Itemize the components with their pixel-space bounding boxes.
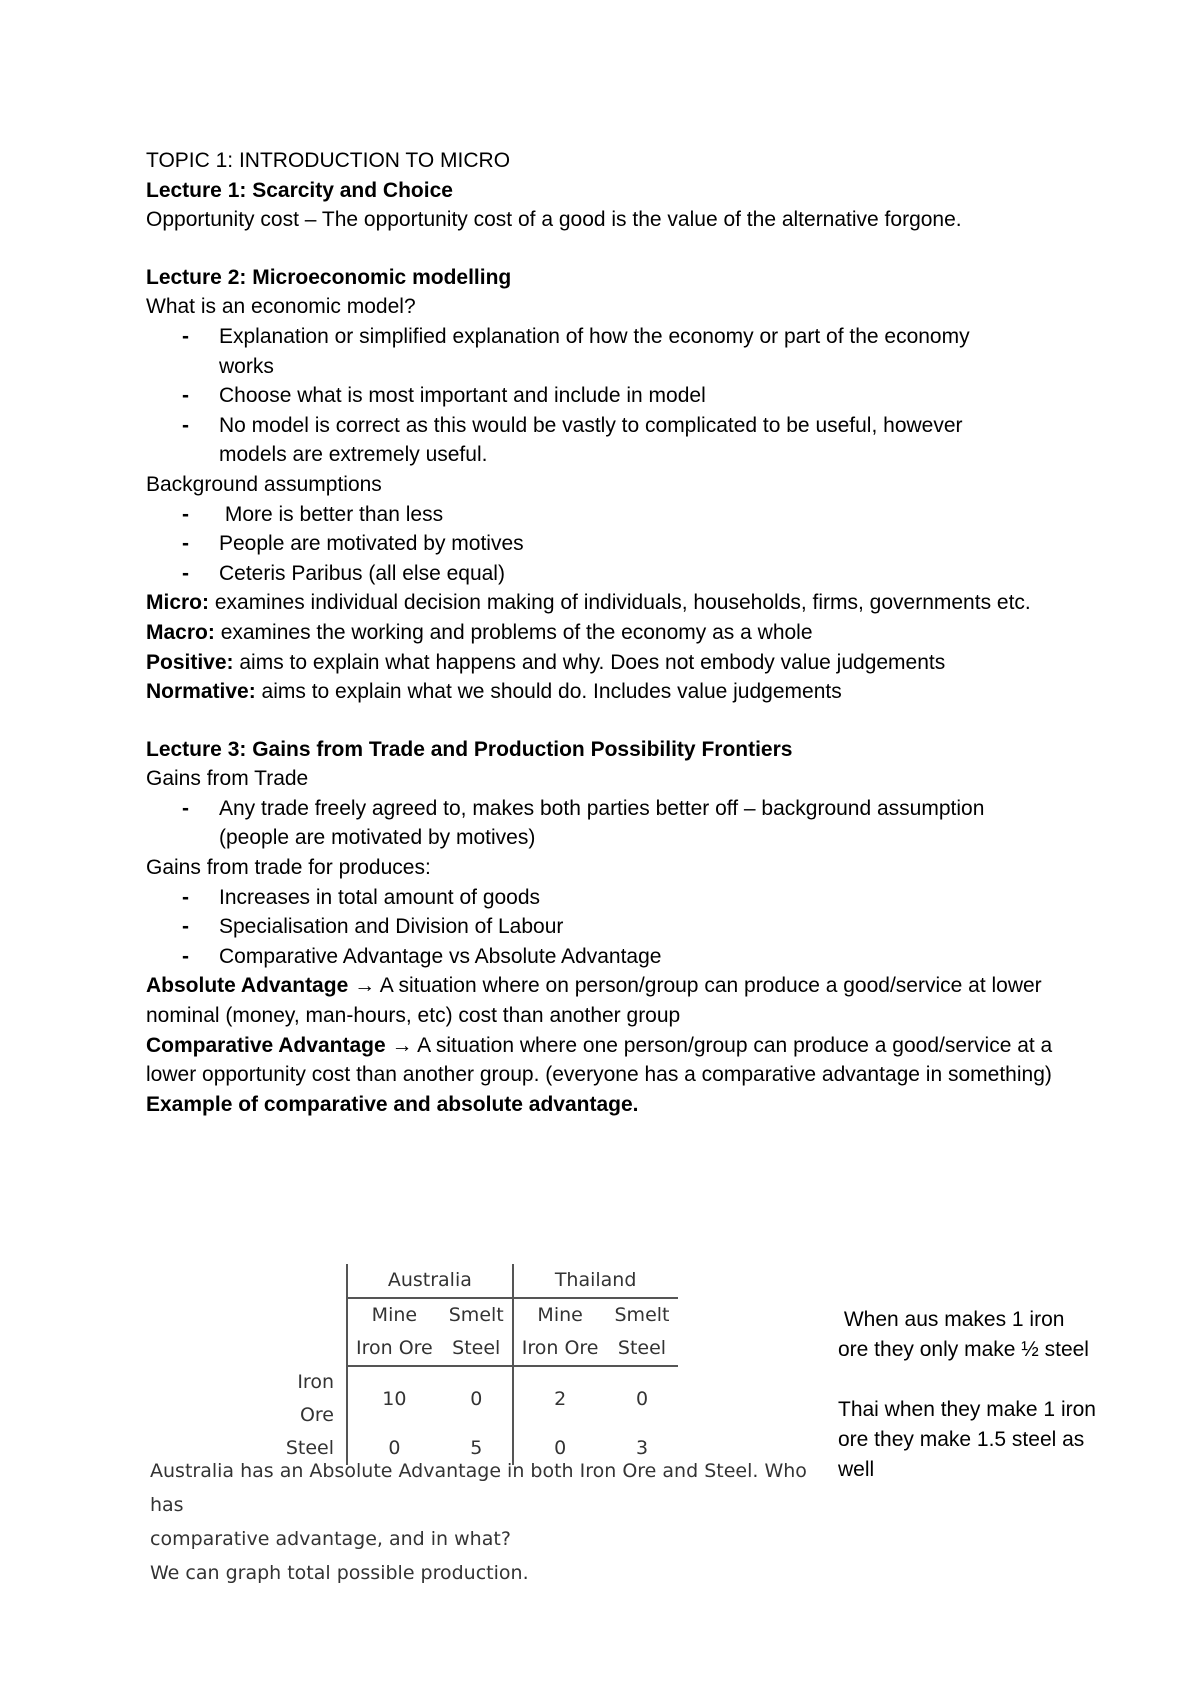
list-item: - Choose what is most important and include in model [146,381,1076,411]
definition-macro: Macro: examines the working and problems of the economy as a whole [146,620,813,644]
model-question: What is an economic model? [146,295,416,319]
lecture1-heading: Lecture 1: Scarcity and Choice [146,178,453,202]
country-header-thailand: Thailand [513,1264,678,1298]
list-item: - More is better than less [146,500,1076,530]
production-table-figure [150,1264,820,1584]
figure-caption [150,1454,830,1590]
production-table [262,1264,678,1465]
table-cell: 5 [470,1437,483,1459]
side-note [838,1305,1098,1485]
example-heading: Example of comparative and absolute advantage. [146,1092,639,1116]
assumptions-heading: Background assumptions [146,472,382,496]
column-header: Smelt [448,1304,504,1326]
list-item: - People are motivated by motives [146,529,1076,559]
list-item: - Comparative Advantage vs Absolute Advantage [146,942,1076,972]
column-header: Steel [441,1332,513,1366]
list-item: - Increases in total amount of goods [146,883,1076,913]
list-item: - Any trade freely agreed to, makes both parties better off – background assumption (people are motivated by motives) [146,794,1049,853]
lecture1-text: Opportunity cost – The opportunity cost of a good is the value of the alternative forgone. [146,208,962,232]
assumptions-list [146,500,1076,589]
table-row [262,1366,678,1432]
producers-list [146,883,1076,972]
country-header-australia: Australia [347,1264,513,1298]
column-header: Iron Ore [347,1332,441,1366]
comparative-advantage-definition: Comparative Advantage → A situation where one person/group can produce a good/service at a lower opportunity cost than another group. (everyone has a comparative advantage in something) [146,1033,1053,1087]
absolute-advantage-definition: Absolute Advantage → A situation where on person/group can produce a good/service at lower nominal (money, man-hours, etc) cost than another group [146,974,1042,1028]
side-note-paragraph: When aus makes 1 iron ore they only make ½ steel [838,1308,1089,1361]
producers-heading: Gains from trade for produces: [146,856,431,880]
gains-heading: Gains from Trade [146,767,309,791]
column-header: Iron Ore [513,1332,607,1366]
list-item: - Ceteris Paribus (all else equal) [146,559,1076,589]
column-header: Mine [347,1298,441,1332]
side-note-paragraph: Thai when they make 1 iron ore they make 1.5 steel as well [838,1398,1096,1481]
column-header: Steel [607,1332,678,1366]
caption-line: Australia has an Absolute Advantage in both Iron Ore and Steel. Who has [150,1460,807,1516]
definition-normative: Normative: aims to explain what we should do. Includes value judgements [146,680,842,704]
list-item: - Explanation or simplified explanation of how the economy or part of the economy works [146,322,1019,381]
row-label: Iron Ore [297,1371,334,1426]
caption-line: comparative advantage, and in what? [150,1528,511,1550]
model-bullet-list [146,322,1076,470]
list-item: - Specialisation and Division of Labour [146,912,1076,942]
caption-line: We can graph total possible production. [150,1562,529,1584]
table-cell: 0 [635,1388,649,1410]
table-cell: 3 [635,1437,649,1459]
topic-title: TOPIC 1: INTRODUCTION TO MICRO [146,149,511,172]
document-body [146,146,1076,1119]
row-label: Steel [285,1437,334,1459]
gains-list [146,794,1076,853]
column-header: Smelt [614,1304,670,1326]
definition-micro: Micro: examines individual decision making of individuals, households, firms, governments etc. [146,591,1031,615]
list-item: - No model is correct as this would be vastly to complicated to be useful, however models are extremely useful. [146,411,1019,470]
table-cell: 10 [347,1366,441,1432]
column-header: Mine [513,1298,607,1332]
table-cell: 0 [470,1388,483,1410]
lecture3-heading: Lecture 3: Gains from Trade and Production Possibility Frontiers [146,737,793,761]
lecture2-heading: Lecture 2: Microeconomic modelling [146,265,512,289]
table-cell: 0 [347,1432,441,1465]
definition-positive: Positive: aims to explain what happens and why. Does not embody value judgements [146,650,946,674]
table-cell: 0 [513,1432,607,1465]
table-cell: 2 [513,1366,607,1432]
